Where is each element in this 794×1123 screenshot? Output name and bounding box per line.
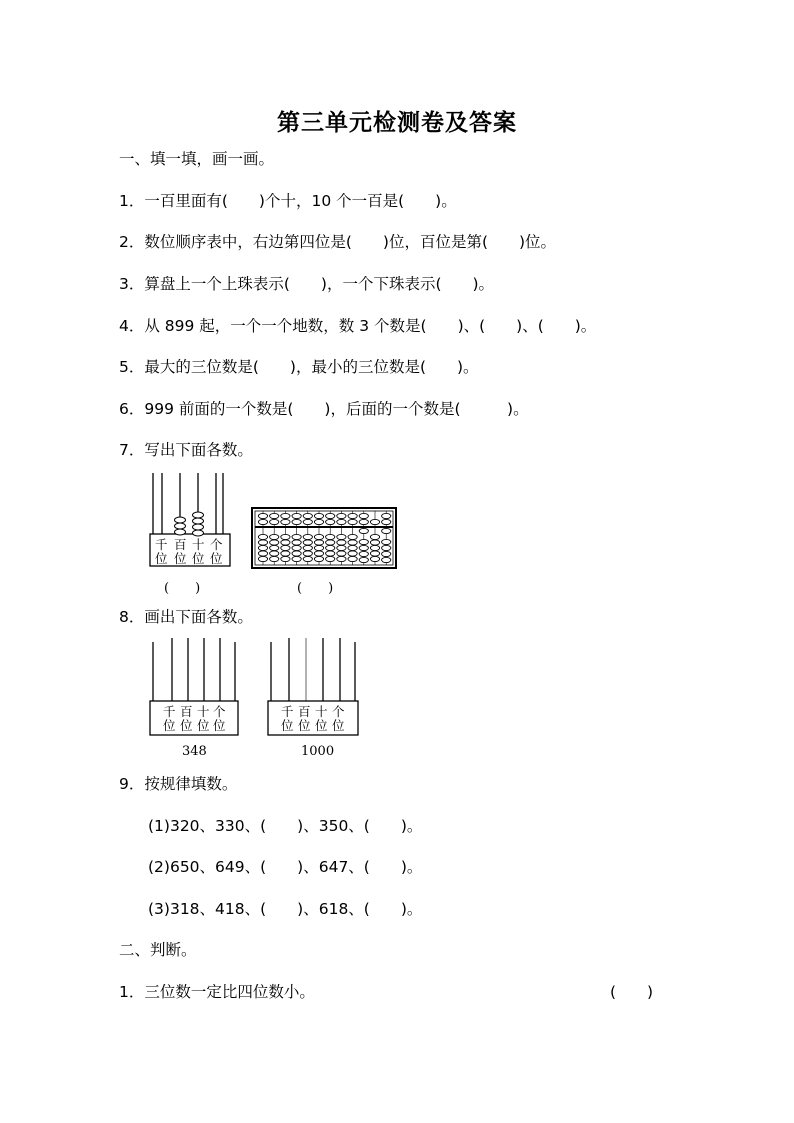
abacus-label-thousands: 千	[155, 537, 168, 552]
counting-frame-1000	[267, 636, 359, 736]
question-9-item-3: (3)318、418、( )、618、( )。	[148, 900, 423, 918]
question-5: 5．最大的三位数是( )，最小的三位数是( )。	[119, 358, 479, 376]
frame2-label-thousands: 千	[281, 704, 294, 719]
question-6: 6．999 前面的一个数是( )，后面的一个数是( )。	[119, 400, 529, 418]
frame1-label-ones: 个	[213, 704, 226, 719]
abacus-label-wei-3: 位	[192, 551, 205, 566]
frame1-label-hundreds: 百	[180, 704, 193, 719]
question-1: 1．一百里面有( )个十，10 个一百是( )。	[119, 192, 457, 210]
svg-text:位: 位	[213, 718, 226, 733]
svg-text:位: 位	[281, 718, 294, 733]
svg-text:位: 位	[332, 718, 345, 733]
abacus-label-wei-2: 位	[174, 551, 187, 566]
number-1000: 1000	[301, 744, 335, 759]
suanpan-abacus	[251, 507, 397, 569]
frame1-label-tens: 十	[197, 704, 210, 719]
question-2: 2．数位顺序表中，右边第四位是( )位，百位是第( )位。	[119, 233, 557, 251]
question-4: 4．从 899 起，一个一个地数，数 3 个数是( )、( )、( )。	[119, 317, 597, 335]
abacus-label-tens: 十	[192, 537, 205, 552]
frame2-label-hundreds: 百	[298, 704, 311, 719]
frame2-label-tens: 十	[315, 704, 328, 719]
counting-frame-348	[149, 636, 239, 736]
section-2-heading: 二、判断。	[119, 941, 197, 959]
judge-answer-blank-1: ( )	[610, 983, 654, 1001]
svg-text:位: 位	[197, 718, 210, 733]
page-title: 第三单元检测卷及答案	[277, 110, 517, 136]
question-8: 8．画出下面各数。	[119, 608, 253, 626]
abacus-label-wei-1: 位	[155, 551, 168, 566]
question-7: 7．写出下面各数。	[119, 441, 253, 459]
abacus-label-wei-4: 位	[210, 551, 223, 566]
q7-answer-blank-1: ( )	[164, 581, 201, 596]
abacus-label-hundreds: 百	[174, 537, 187, 552]
abacus-label-ones: 个	[210, 537, 223, 552]
judge-question-1: 1．三位数一定比四位数小。	[119, 983, 315, 1001]
q7-answer-blank-2: ( )	[297, 581, 334, 596]
section-1-heading: 一、填一填，画一画。	[119, 150, 275, 168]
svg-text:位: 位	[163, 718, 176, 733]
question-9-item-2: (2)650、649、( )、647、( )。	[148, 858, 423, 876]
question-9-item-1: (1)320、330、( )、350、( )。	[148, 817, 423, 835]
svg-text:位: 位	[315, 718, 328, 733]
frame2-label-ones: 个	[332, 704, 345, 719]
question-9: 9．按规律填数。	[119, 775, 238, 793]
frame1-label-thousands: 千	[163, 704, 176, 719]
question-3: 3．算盘上一个上珠表示( )，一个下珠表示( )。	[119, 275, 495, 293]
svg-text:位: 位	[180, 718, 193, 733]
svg-text:位: 位	[298, 718, 311, 733]
number-348: 348	[182, 744, 207, 759]
abacus-counting-frame	[146, 470, 230, 570]
